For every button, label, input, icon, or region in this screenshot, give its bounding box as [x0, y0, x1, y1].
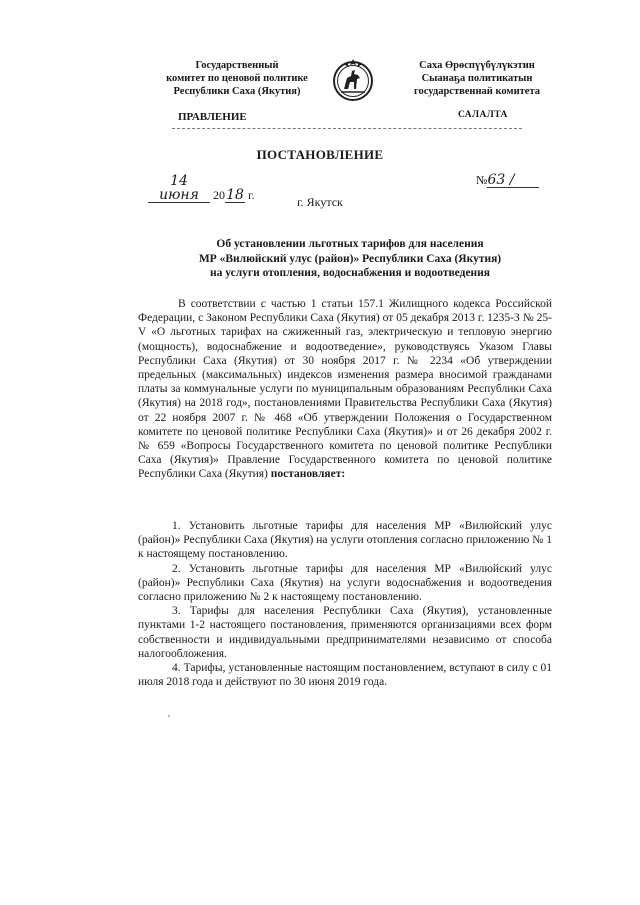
document-title: ПОСТАНОВЛЕНИЕ [256, 147, 384, 162]
subject-line: на услуги отопления, водоснабжения и водоотведения [209, 267, 491, 279]
date-day-month-handwritten: 14 июня [148, 174, 210, 203]
issuer-line: Государственный [195, 60, 279, 71]
issuer-line: Республики Саха (Якутия) [173, 86, 301, 97]
date-year-prefix: 20 [213, 188, 225, 202]
subject-line: Об установлении льготных тарифов для населения [216, 238, 484, 250]
preamble-text: В соответствии с частью 1 статьи 157.1 Жилищного кодекса Российской Федерации, с Законом Республики Саха (Якутия) от 05 декабря 2013 г. 1235-З № 25-V «О льготных тарифах на сжиженный газ, электрическую и тепловую энергию (мощность), водоснабжение и водоотведение», руководствуясь Указом Главы Республики Саха (Якутия) от 30 ноября 2017 г. № 2234 «Об утверждении предельных (максимальных) индексов изменения размера вносимой гражданами платы за коммунальные услуги по муниципальным образованиям Республики Саха (Якутия) на 2018 год», постановлениями Правительства Республики Саха (Якутия) от 22 ноября 2007 г. № 468 «Об утверждении Положения о Государственном комитете по ценовой политике Республики Саха (Якутия)» и от 26 декабря 2002 г. № 659 «Вопросы Государственного комитета по ценовой политике Республики Саха (Якутия)» Правление Государственного комитета по ценовой политике Республики Саха (Якутия) [138, 298, 552, 481]
resolution-item: 4. Тарифы, установленные настоящим постановлением, вступают в силу с 01 июля 2018 года и действуют по 30 июня 2019 года. [138, 662, 552, 689]
preamble-paragraph [138, 297, 552, 482]
coat-of-arms-emblem [330, 56, 376, 104]
resolution-item: 3. Тарифы для населения Республики Саха (Якутия), установленные пунктами 1-2 настоящего постановления, применяются организациями всех форм собственности и индивидуальными предпринимателями независимо от способа налогообложения. [138, 605, 552, 660]
issuer-line: государственнай комитета [414, 86, 540, 97]
date-year-handwritten: 18 [226, 187, 244, 203]
date-year-suffix: г. [248, 188, 255, 202]
resolution-items [138, 519, 552, 689]
scan-speck [168, 715, 170, 717]
issuer-line: комитет по ценовой политике [166, 73, 308, 84]
preamble-operative-verb: постановляет: [270, 468, 346, 481]
header-divider [172, 128, 522, 129]
board-label-russian: ПРАВЛЕНИЕ [178, 111, 247, 123]
document-number [476, 173, 539, 188]
issuer-line: Саха Өрөспүүбүлүкэтин [419, 60, 535, 71]
issuer-name-sakha [388, 59, 566, 98]
document-city: г. Якутск [297, 195, 343, 209]
subject-line: МР «Вилюйский улус (район)» Республики Саха (Якутия) [198, 252, 502, 265]
number-handwritten: 63 / [487, 173, 539, 188]
issuer-line: Сыанаҕа политикатын [421, 73, 533, 84]
issuer-name-russian [152, 59, 322, 98]
board-label-sakha: САЛАЛТА [458, 110, 508, 120]
resolution-item: 1. Установить льготные тарифы для населения МР «Вилюйский улус (район)» Республики Саха (Якутия) на услуги отопления согласно приложению № 1 к настоящему постановлению. [138, 520, 552, 561]
document-subject [150, 237, 550, 281]
number-prefix: № [476, 173, 488, 187]
resolution-item: 2. Установить льготные тарифы для населения МР «Вилюйский улус (район)» Республики Саха (Якутия) на услуги водоснабжения и водоотведения согласно приложению № 2 к настоящему постановлению. [138, 562, 552, 604]
